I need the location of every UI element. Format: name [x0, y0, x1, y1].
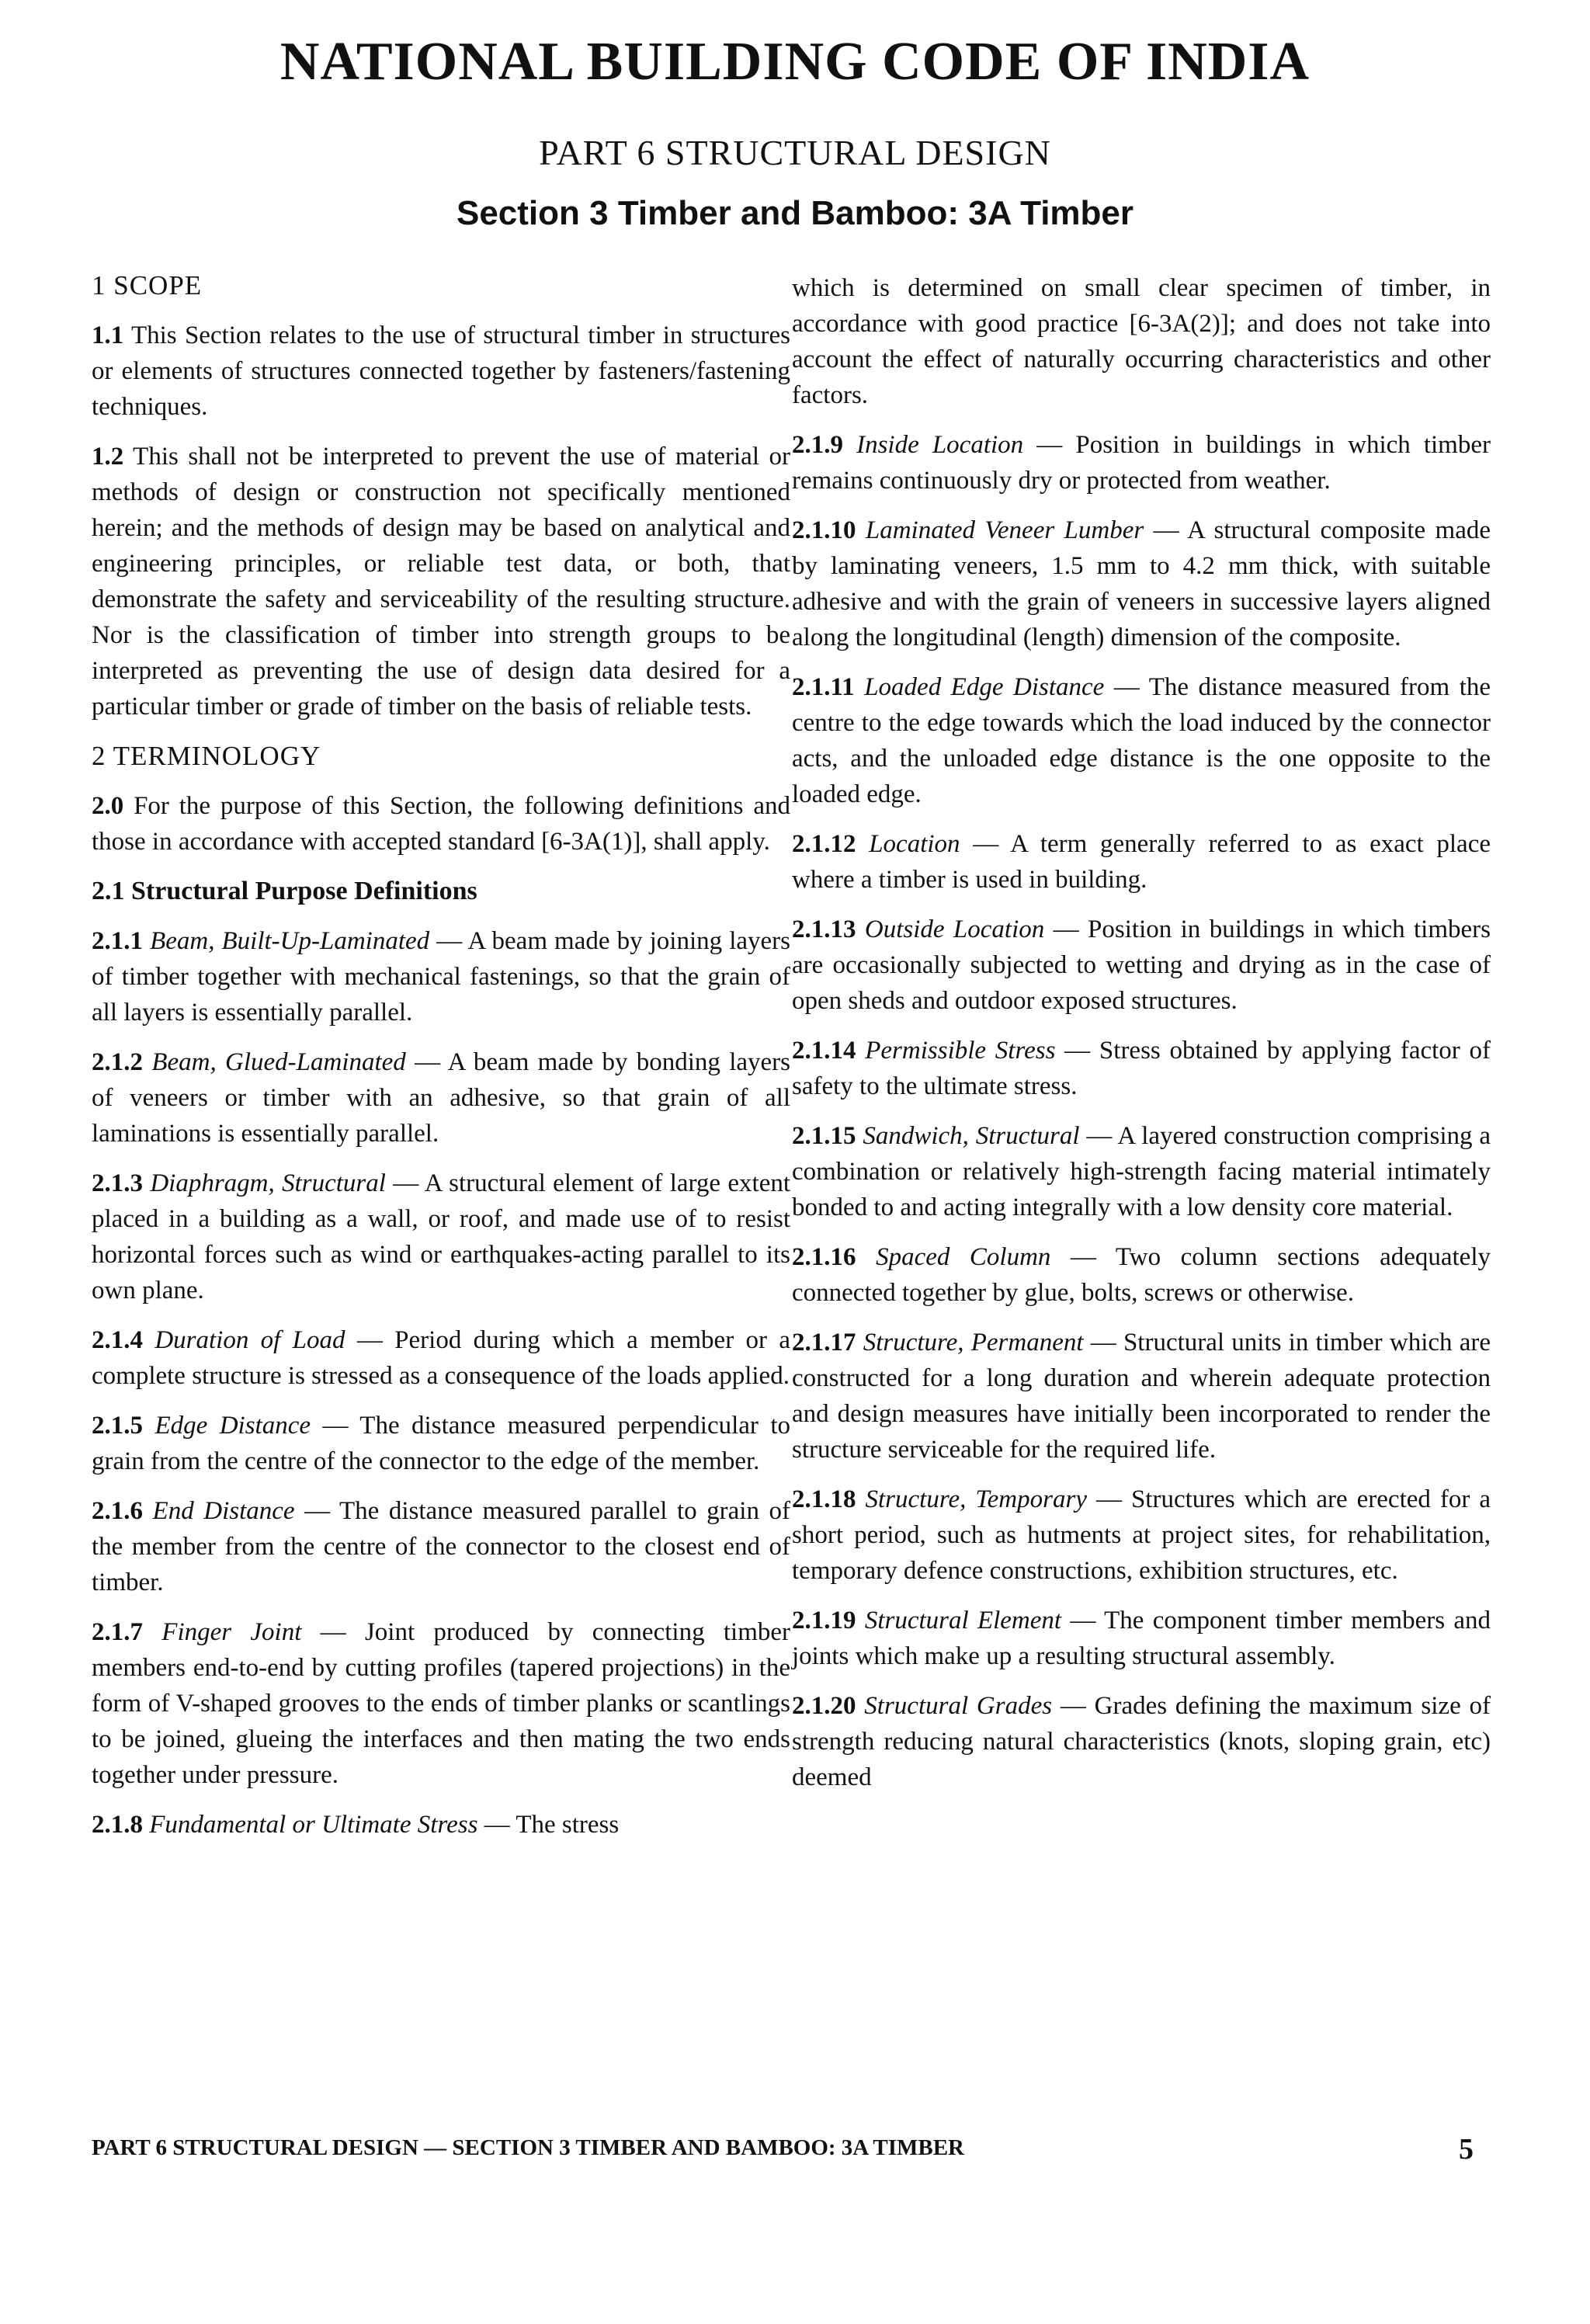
paragraph-text: — A term generally referred to as exact place where a timber is used in building. [792, 830, 1491, 894]
defined-term: Structural Element [864, 1607, 1062, 1634]
paragraph-text: — Structures which are erected for a short period, such as hutments at project sites, for rehabilitation, temporary defence constructions, exhibition structures, etc. [792, 1485, 1491, 1585]
clause-number: 2.1.10 [792, 516, 856, 544]
definition-paragraph [792, 1482, 1491, 1589]
part-heading: PART 6 STRUCTURAL DESIGN [539, 133, 1051, 172]
page-number: 5 [1459, 2133, 1474, 2166]
section-heading-3: 2 TERMINOLOGY [92, 741, 321, 771]
defined-term: Permissible Stress [865, 1037, 1056, 1065]
defined-term: Duration of Load [154, 1326, 345, 1354]
definition-paragraph [792, 1688, 1491, 1795]
clause-number: 2.1.5 [92, 1412, 143, 1440]
defined-term: Spaced Column [876, 1243, 1051, 1271]
definition-paragraph [792, 427, 1491, 498]
defined-term: Fundamental or Ultimate Stress [149, 1811, 478, 1839]
clause-number: 2.1.3 [92, 1169, 143, 1197]
paragraph-text: — A layered construction comprising a combination or relatively high-strength facing material intimately bonded to and acting integrally with a low density core material. [792, 1122, 1491, 1221]
paragraph-text: — A beam made by bonding layers of veneers or timber with an adhesive, so that grain of all laminations is essentially parallel. [92, 1048, 791, 1148]
subsection-heading: 2.1 Structural Purpose Definitions [92, 877, 477, 905]
clause-number: 2.0 [92, 792, 124, 820]
clause-number: 2.1.14 [792, 1037, 856, 1065]
right-column [792, 270, 1491, 1809]
clause-number: 2.1.12 [792, 830, 856, 858]
defined-term: Location [869, 830, 960, 858]
defined-term: Inside Location [856, 431, 1024, 459]
paragraph-text: This shall not be interpreted to prevent the use of material or methods of design or construction not specifically mentioned herein; and the methods of design may be based on analytical and engineering principles, or reliable test data, or both, that demonstrate the safety and serviceability of the resulting structure. Nor is the classification of timber into strength groups to be interpreted as preventing the use of design data desired for a particular timber or grade of timber on the basis of reliable tests. [92, 443, 790, 721]
defined-term: Structure, Temporary [865, 1485, 1087, 1513]
paragraph-text: — Position in buildings in which timber remains continuously dry or protected from weather. [792, 431, 1491, 495]
clause-number: 1.1 [92, 321, 124, 349]
left-column [92, 268, 790, 1857]
paragraph-text: For the purpose of this Section, the following definitions and those in accordance with accepted standard [6-3A(1)], shall apply. [92, 792, 790, 856]
clause-number: 2.1.19 [792, 1607, 856, 1634]
paragraph-text: — Period during which a member or a complete structure is stressed as a consequence of the loads applied. [92, 1326, 790, 1390]
definition-paragraph [792, 1239, 1491, 1311]
definition-paragraph [792, 669, 1491, 812]
defined-term: Structural Grades [864, 1692, 1053, 1720]
clause-number: 2.1.18 [792, 1485, 856, 1513]
clause-number: 2.1.6 [92, 1497, 143, 1525]
paragraph-text: — Position in buildings in which timbers are occasionally subjected to wetting and drying as in the case of open sheds and outdoor exposed structures. [792, 915, 1491, 1015]
definition-paragraph [792, 1118, 1491, 1225]
paragraph [92, 439, 790, 724]
definition-paragraph [92, 1044, 790, 1152]
clause-number: 1.2 [92, 443, 124, 471]
paragraph-text: — Stress obtained by applying factor of safety to the ultimate stress. [792, 1037, 1491, 1100]
paragraph-text: — A beam made by joining layers of timber together with mechanical fastenings, so that the grain of all layers is essentially parallel. [92, 927, 790, 1027]
defined-term: Structure, Permanent [863, 1329, 1084, 1357]
defined-term: Laminated Veneer Lumber [865, 516, 1144, 544]
page-footer [92, 2133, 1474, 2166]
defined-term: Outside Location [864, 915, 1045, 943]
clause-number: 2.1.9 [792, 431, 843, 459]
paragraph-text: — A structural composite made by laminating veneers, 1.5 mm to 4.2 mm thick, with suitable adhesive and with the grain of veneers in successive layers aligned along the longitudinal (length) dimension of the composite. [792, 516, 1491, 651]
definition-paragraph [792, 826, 1491, 898]
section-heading: Section 3 Timber and Bamboo: 3A Timber [456, 194, 1134, 232]
definition-paragraph [792, 512, 1491, 655]
definition-paragraph [92, 1614, 790, 1793]
paragraph-text: — The component timber members and joints which make up a resulting structural assembly. [792, 1607, 1491, 1670]
definition-paragraph [792, 912, 1491, 1019]
clause-number: 2.1.1 [92, 927, 143, 955]
paragraph-text: — Joint produced by connecting timber members end-to-end by cutting profiles (tapered projections) in the form of V-shaped grooves to the ends of timber planks or scantlings to be joined, glueing the interfaces and then mating the two ends together under pressure. [92, 1618, 790, 1789]
definition-paragraph [92, 1493, 790, 1600]
defined-term: Beam, Built-Up-Laminated [150, 927, 430, 955]
defined-term: Finger Joint [161, 1618, 302, 1646]
clause-number: 2.1.7 [92, 1618, 143, 1646]
paragraph-text: which is determined on small clear specimen of timber, in accordance with good practice [6-3A(2)]; and does not take into account the effect of naturally occurring characteristics and other factors. [792, 274, 1491, 409]
paragraph-text: — The distance measured perpendicular to grain from the centre of the connector to the edge of the member. [92, 1412, 791, 1475]
definition-paragraph [792, 1325, 1491, 1468]
defined-term: Sandwich, Structural [863, 1122, 1080, 1150]
document-title: NATIONAL BUILDING CODE OF INDIA [279, 32, 1311, 92]
definition-paragraph [92, 923, 790, 1030]
paragraph [92, 318, 790, 425]
paragraph-text: — The distance measured from the centre to the edge towards which the load induced by the connector acts, and the unloaded edge distance is the one opposite to the loaded edge. [792, 673, 1491, 808]
clause-number: 2.1.16 [792, 1243, 856, 1271]
clause-number: 2.1.20 [792, 1692, 856, 1720]
footer-running-title: PART 6 STRUCTURAL DESIGN — SECTION 3 TIMBER AND BAMBOO: 3A TIMBER [92, 2135, 965, 2160]
paragraph-text: — The distance measured parallel to grain of the member from the centre of the connector to the closest end of timber. [92, 1497, 791, 1596]
clause-number: 2.1.8 [92, 1811, 143, 1839]
clause-number: 2.1.13 [792, 915, 856, 943]
clause-number: 2.1.11 [792, 673, 855, 701]
paragraph [792, 270, 1491, 413]
definition-paragraph [92, 1807, 790, 1843]
definition-paragraph [792, 1033, 1491, 1104]
defined-term: Edge Distance [154, 1412, 311, 1440]
definition-paragraph [92, 1165, 790, 1308]
definition-paragraph [92, 1322, 790, 1394]
paragraph [92, 788, 790, 860]
paragraph-text: — Grades defining the maximum size of strength reducing natural characteristics (knots, sloping grain, etc) deemed [792, 1692, 1491, 1791]
paragraph-text: — Two column sections adequately connected together by glue, bolts, screws or otherwise. [792, 1243, 1491, 1307]
section-heading-0: 1 SCOPE [92, 270, 203, 300]
paragraph-text: — A structural element of large extent placed in a building as a wall, or roof, and made use of to resist horizontal forces such as wind or earthquakes-acting parallel to its own plane. [92, 1169, 791, 1304]
defined-term: Diaphragm, Structural [150, 1169, 386, 1197]
definition-paragraph [792, 1603, 1491, 1674]
clause-number: 2.1.2 [92, 1048, 143, 1076]
defined-term: End Distance [152, 1497, 295, 1525]
defined-term: Beam, Glued-Laminated [151, 1048, 406, 1076]
definition-paragraph [92, 1408, 790, 1479]
clause-number: 2.1.15 [792, 1122, 856, 1150]
defined-term: Loaded Edge Distance [864, 673, 1105, 701]
clause-number: 2.1.4 [92, 1326, 143, 1354]
paragraph-text: This Section relates to the use of structural timber in structures or elements of structures connected together by fasteners/fastening techniques. [92, 321, 790, 421]
clause-number: 2.1.17 [792, 1329, 856, 1357]
paragraph-text: — The stress [477, 1811, 620, 1839]
paragraph-text: — Structural units in timber which are constructed for a long duration and wherein adequate protection and design measures have initially been incorporated to render the structure serviceable for the required life. [792, 1329, 1491, 1464]
